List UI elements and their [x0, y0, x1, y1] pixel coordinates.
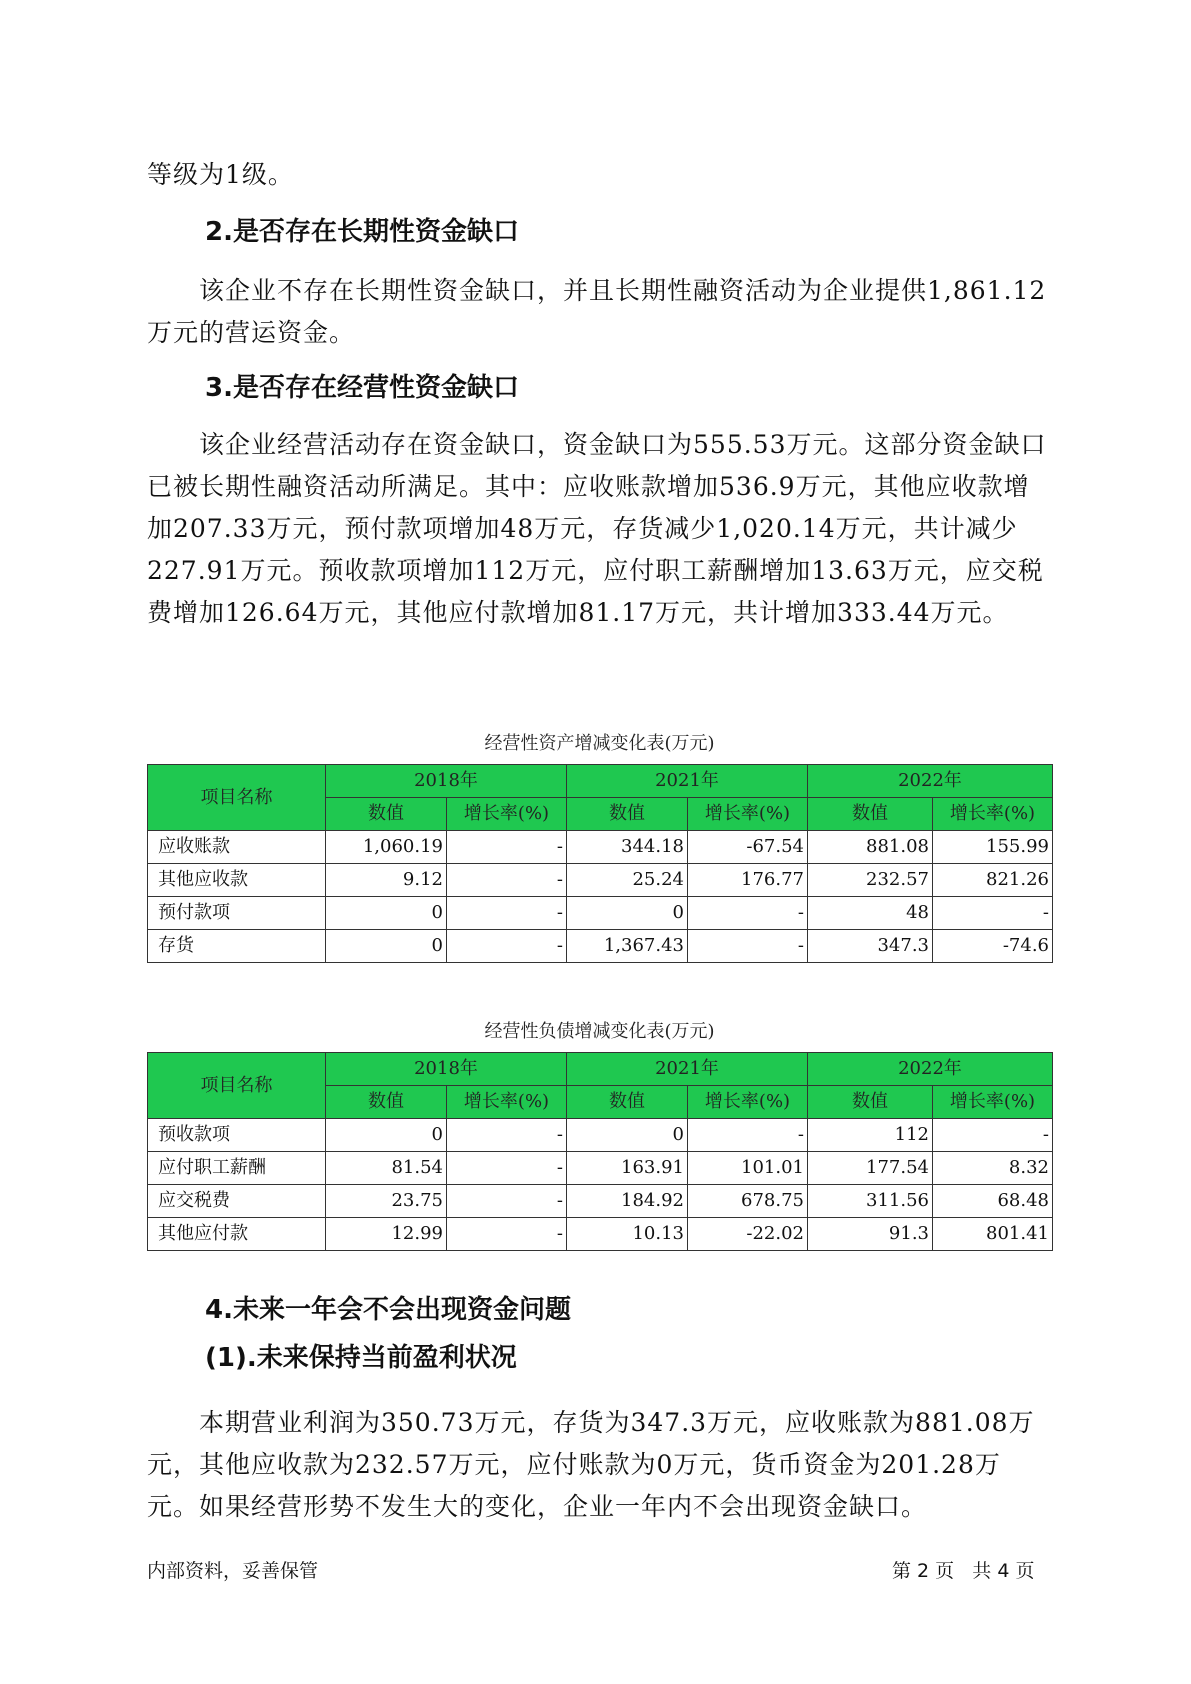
table-cell: 347.3 — [808, 930, 933, 963]
table-cell: 91.3 — [808, 1218, 933, 1251]
table-cell: 1,060.19 — [326, 831, 447, 864]
table-caption-liabilities: 经营性负债增减变化表(万元) — [484, 1021, 715, 1042]
table-cell: 101.01 — [688, 1152, 808, 1185]
row-label: 其他应付款 — [148, 1218, 326, 1251]
table-cell: - — [447, 1152, 567, 1185]
column-header-growth: 增长率(%) — [688, 1086, 808, 1119]
table-cell: 25.24 — [567, 864, 688, 897]
table-cell: - — [447, 1119, 567, 1152]
table-cell: 9.12 — [326, 864, 447, 897]
column-header-year: 2018年 — [326, 1053, 567, 1086]
table-cell: - — [688, 930, 808, 963]
table-row — [148, 1152, 1053, 1185]
table-cell: -74.6 — [933, 930, 1053, 963]
table-row — [148, 1218, 1053, 1251]
table-cell: -67.54 — [688, 831, 808, 864]
table-row — [148, 1185, 1053, 1218]
table-cell: 10.13 — [567, 1218, 688, 1251]
column-header-year: 2021年 — [567, 1053, 808, 1086]
paragraph-grade: 等级为1级。 — [147, 160, 294, 189]
table-cell: 68.48 — [933, 1185, 1053, 1218]
column-header-value: 数值 — [326, 798, 447, 831]
table-cell: 0 — [326, 930, 447, 963]
table-cell: 155.99 — [933, 831, 1053, 864]
footer-confidential: 内部资料，妥善保管 — [147, 1560, 319, 1582]
column-header-value: 数值 — [326, 1086, 447, 1119]
column-header-year: 2021年 — [567, 765, 808, 798]
table-cell: - — [688, 897, 808, 930]
footer-page-number: 第 2 页 共 4 页 — [892, 1560, 1035, 1582]
table-cell: 12.99 — [326, 1218, 447, 1251]
table-cell: 112 — [808, 1119, 933, 1152]
table-cell: - — [447, 1218, 567, 1251]
column-header-value: 数值 — [567, 798, 688, 831]
table-cell: 801.41 — [933, 1218, 1053, 1251]
table-cell: 48 — [808, 897, 933, 930]
table-cell: 232.57 — [808, 864, 933, 897]
column-header-value: 数值 — [808, 798, 933, 831]
row-label: 预付款项 — [148, 897, 326, 930]
table-row — [148, 897, 1053, 930]
row-label: 存货 — [148, 930, 326, 963]
table-cell: 23.75 — [326, 1185, 447, 1218]
row-label: 应付职工薪酬 — [148, 1152, 326, 1185]
table-cell: 821.26 — [933, 864, 1053, 897]
table-cell: - — [933, 897, 1053, 930]
table-cell: - — [688, 1119, 808, 1152]
column-header-growth: 增长率(%) — [688, 798, 808, 831]
table-cell: 881.08 — [808, 831, 933, 864]
table-cell: - — [447, 831, 567, 864]
table-caption-assets: 经营性资产增减变化表(万元) — [484, 733, 715, 754]
table-cell: 311.56 — [808, 1185, 933, 1218]
heading-future-funding: 4.未来一年会不会出现资金问题 — [205, 1295, 571, 1325]
column-header-year: 2018年 — [326, 765, 567, 798]
heading-long-term-gap: 2.是否存在长期性资金缺口 — [205, 217, 519, 247]
column-header-growth: 增长率(%) — [447, 798, 567, 831]
table-cell: 678.75 — [688, 1185, 808, 1218]
table-header-row — [148, 1053, 1053, 1086]
table-row — [148, 831, 1053, 864]
table-cell: - — [447, 897, 567, 930]
table-cell: 184.92 — [567, 1185, 688, 1218]
heading-operating-gap: 3.是否存在经营性资金缺口 — [205, 373, 519, 403]
paragraph-operating-gap: 该企业经营活动存在资金缺口，资金缺口为555.53万元。这部分资金缺口已被长期性融资活动所满足。其中：应收账款增加536.9万元，其他应收款增加207.33万元，预付款项增加48万元，存货减少1,020.14万元，共计减少227.91万元。预收款项增加112万元，应付职工薪酬增加13.63万元，应交税费增加126.64万元，其他应付款增加81.17万元，共计增加333.44万元。 — [147, 430, 1047, 627]
heading-current-profit: (1).未来保持当前盈利状况 — [205, 1343, 517, 1373]
row-label: 应交税费 — [148, 1185, 326, 1218]
column-header-year: 2022年 — [808, 765, 1053, 798]
table-cell: 0 — [567, 1119, 688, 1152]
column-header-value: 数值 — [567, 1086, 688, 1119]
table-row — [148, 1119, 1053, 1152]
column-header-growth: 增长率(%) — [933, 798, 1053, 831]
operating-assets-table — [147, 764, 1053, 963]
table-row — [148, 864, 1053, 897]
table-cell: 344.18 — [567, 831, 688, 864]
row-label: 其他应收款 — [148, 864, 326, 897]
paragraph-current-profit: 本期营业利润为350.73万元，存货为347.3万元，应收账款为881.08万元，其他应收款为232.57万元，应付账款为0万元，货币资金为201.28万元。如果经营形势不发生大的变化，企业一年内不会出现资金缺口。 — [147, 1408, 1035, 1521]
row-label: 应收账款 — [148, 831, 326, 864]
table-cell: - — [447, 864, 567, 897]
column-header-growth: 增长率(%) — [447, 1086, 567, 1119]
table-cell: - — [447, 1185, 567, 1218]
table-cell: 163.91 — [567, 1152, 688, 1185]
table-header-row — [148, 765, 1053, 798]
table-cell: 0 — [567, 897, 688, 930]
table-row — [148, 930, 1053, 963]
table-cell: 1,367.43 — [567, 930, 688, 963]
table-cell: -22.02 — [688, 1218, 808, 1251]
operating-liabilities-table — [147, 1052, 1053, 1251]
column-header-value: 数值 — [808, 1086, 933, 1119]
table-cell: 0 — [326, 897, 447, 930]
paragraph-long-term-gap: 该企业不存在长期性资金缺口，并且长期性融资活动为企业提供1,861.12万元的营运资金。 — [147, 276, 1047, 347]
table-cell: 0 — [326, 1119, 447, 1152]
table-cell: - — [933, 1119, 1053, 1152]
column-header-item: 项目名称 — [148, 1053, 326, 1119]
column-header-year: 2022年 — [808, 1053, 1053, 1086]
table-cell: 81.54 — [326, 1152, 447, 1185]
table-cell: 176.77 — [688, 864, 808, 897]
column-header-growth: 增长率(%) — [933, 1086, 1053, 1119]
table-cell: 8.32 — [933, 1152, 1053, 1185]
column-header-item: 项目名称 — [148, 765, 326, 831]
table-cell: 177.54 — [808, 1152, 933, 1185]
table-cell: - — [447, 930, 567, 963]
row-label: 预收款项 — [148, 1119, 326, 1152]
